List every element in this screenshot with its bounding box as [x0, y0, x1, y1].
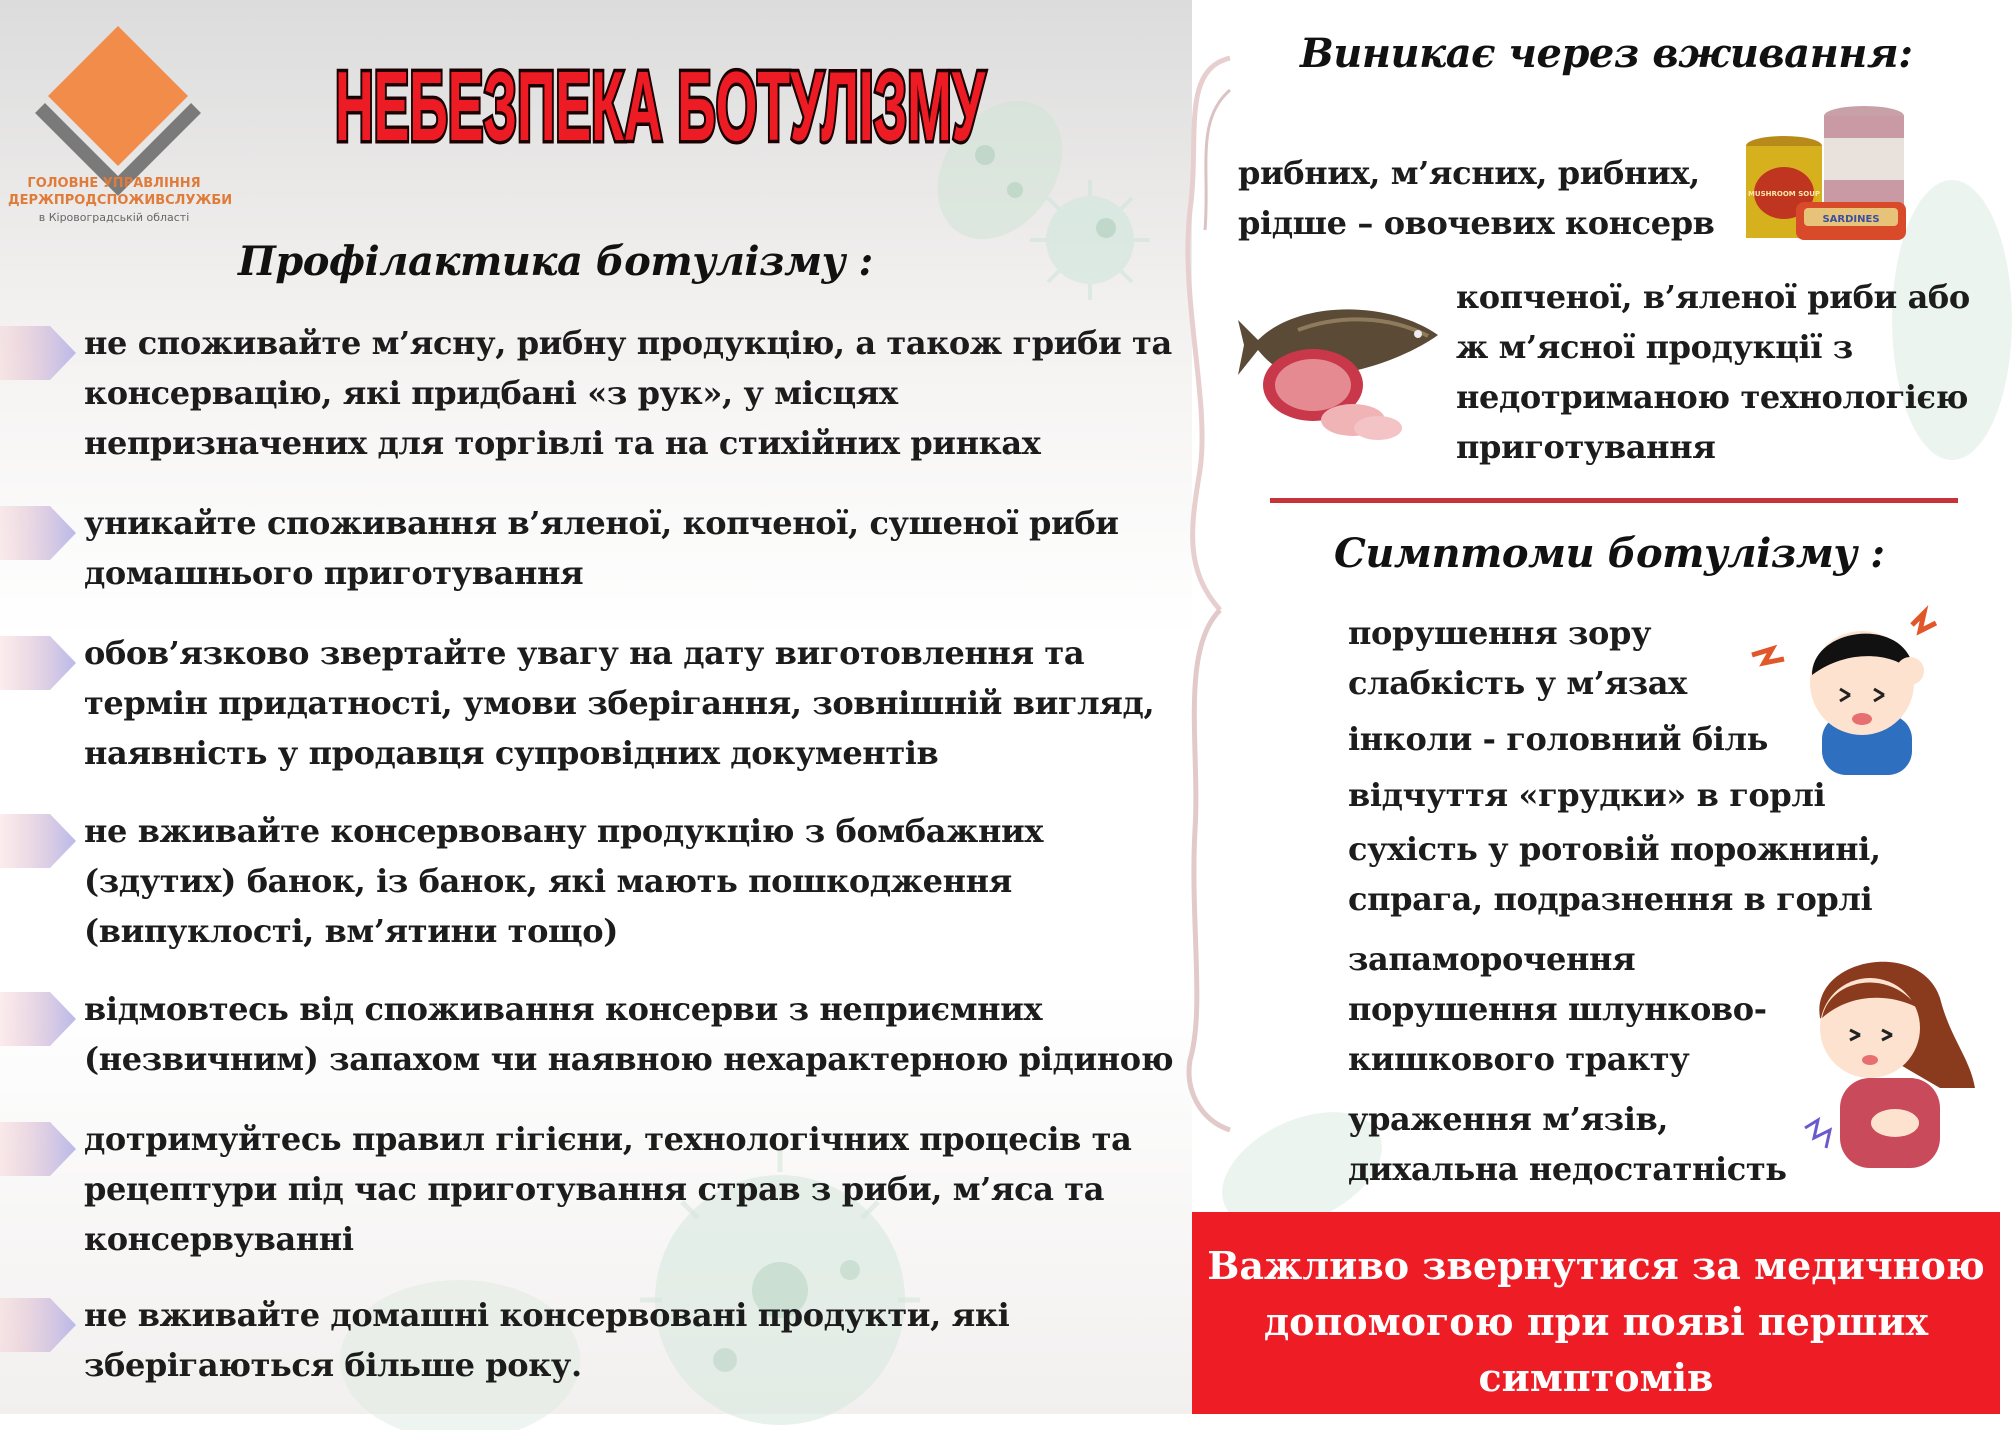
fish-cause-text: копченої, в’яленої риби або ж м’ясної продукції з недотриманою технологією приготування	[1456, 278, 1970, 466]
medical-help-line3: симптомів	[1478, 1355, 1714, 1400]
page-title	[330, 52, 990, 162]
arrow-bullet-icon	[0, 1122, 76, 1176]
headache-boy-icon	[1742, 605, 1942, 775]
causes-heading: Виникає через вживання:	[1300, 30, 1913, 77]
medical-help-line1: Важливо звернутися за медичною	[1207, 1243, 1985, 1288]
tip-text: не вживайте домашні консервовані продукти, які зберігаються більше року.	[84, 1296, 1010, 1384]
tip-text: не вживайте консервовану продукцію з бомбажних (здутих) банок, із банок, які мають пошкодження (випуклості, вм’ятини тощо)	[84, 812, 1044, 950]
prevention-heading: Профілактика ботулізму :	[238, 238, 873, 285]
organization-name-line1: ГОЛОВНЕ УПРАВЛІННЯ	[27, 176, 201, 191]
organization-name	[8, 175, 233, 226]
arrow-bullet-icon	[0, 992, 76, 1046]
tip-text: не споживайте м’ясну, рибну продукцію, а також гриби та консервацію, які придбані «з рук», у місцях непризначених для торгівлі та на стихійних ринках	[84, 324, 1172, 462]
svg-text:MUSHROOM SOUP: MUSHROOM SOUP	[1747, 190, 1821, 198]
arrow-bullet-icon	[0, 506, 76, 560]
section-divider	[1270, 498, 1958, 503]
germ-decoration-icon	[1020, 170, 1160, 310]
arrow-bullet-icon	[0, 1298, 76, 1352]
stomachache-girl-icon	[1800, 938, 1980, 1168]
bracket-decoration-icon	[1160, 50, 1240, 1150]
symptom-item: відчуття «грудки» в горлі	[1348, 776, 1826, 814]
tip-text: уникайте споживання в’яленої, копченої, сушеної риби домашнього приготування	[84, 504, 1119, 592]
arrow-bullet-icon	[0, 326, 76, 380]
organization-region: в Кіровоградській області	[38, 211, 190, 224]
symptom-item: порушення зору	[1348, 614, 1652, 652]
arrow-bullet-icon	[0, 814, 76, 868]
tip-text: дотримуйтесь правил гігієни, технологічних процесів та рецептури під час приготування страв з риби, м’яса та консервуванні	[84, 1120, 1132, 1258]
arrow-bullet-icon	[0, 636, 76, 690]
fish-ham-icon	[1238, 290, 1458, 450]
medical-help-text	[1192, 1238, 2000, 1406]
symptom-item: запаморочення	[1348, 940, 1636, 978]
tip-text: обов’язково звертайте увагу на дату виготовлення та термін придатності, умови зберігання, зовнішній вигляд, наявність у продавця супровідних документів	[84, 634, 1155, 772]
canned-cause-text: рибних, м’ясних, рибних, рідше – овочевих консерв	[1238, 154, 1715, 242]
organization-name-line2: ДЕРЖПРОДСПОЖИВСЛУЖБИ	[8, 193, 233, 208]
medical-help-line2: допомогою при появі перших	[1263, 1299, 1929, 1344]
symptom-item: інколи - головний біль	[1348, 720, 1768, 758]
symptom-item: слабкість у м’язах	[1348, 664, 1687, 702]
svg-text:НЕБЕЗПЕКА БОТУЛІЗМУ: НЕБЕЗПЕКА БОТУЛІЗМУ	[335, 51, 986, 161]
symptom-item: спрага, подразнення в горлі	[1348, 880, 1873, 918]
symptom-item: сухість у ротовій порожнині,	[1348, 830, 1881, 868]
symptoms-heading: Симптоми ботулізму :	[1334, 530, 1885, 577]
symptom-item: дихальна недостатність	[1348, 1150, 1787, 1188]
symptom-item: ураження м’язів,	[1348, 1100, 1669, 1138]
tip-text: відмовтесь від споживання консерви з неприємних (незвичним) запахом чи наявною нехарактерною рідиною	[84, 990, 1174, 1078]
symptom-item: кишкового тракту	[1348, 1040, 1690, 1078]
symptom-item: порушення шлунково-	[1348, 990, 1767, 1028]
canned-food-icon	[1744, 98, 1914, 248]
svg-text:SARDINES: SARDINES	[1822, 214, 1880, 225]
medical-help-banner	[1192, 1212, 2000, 1414]
